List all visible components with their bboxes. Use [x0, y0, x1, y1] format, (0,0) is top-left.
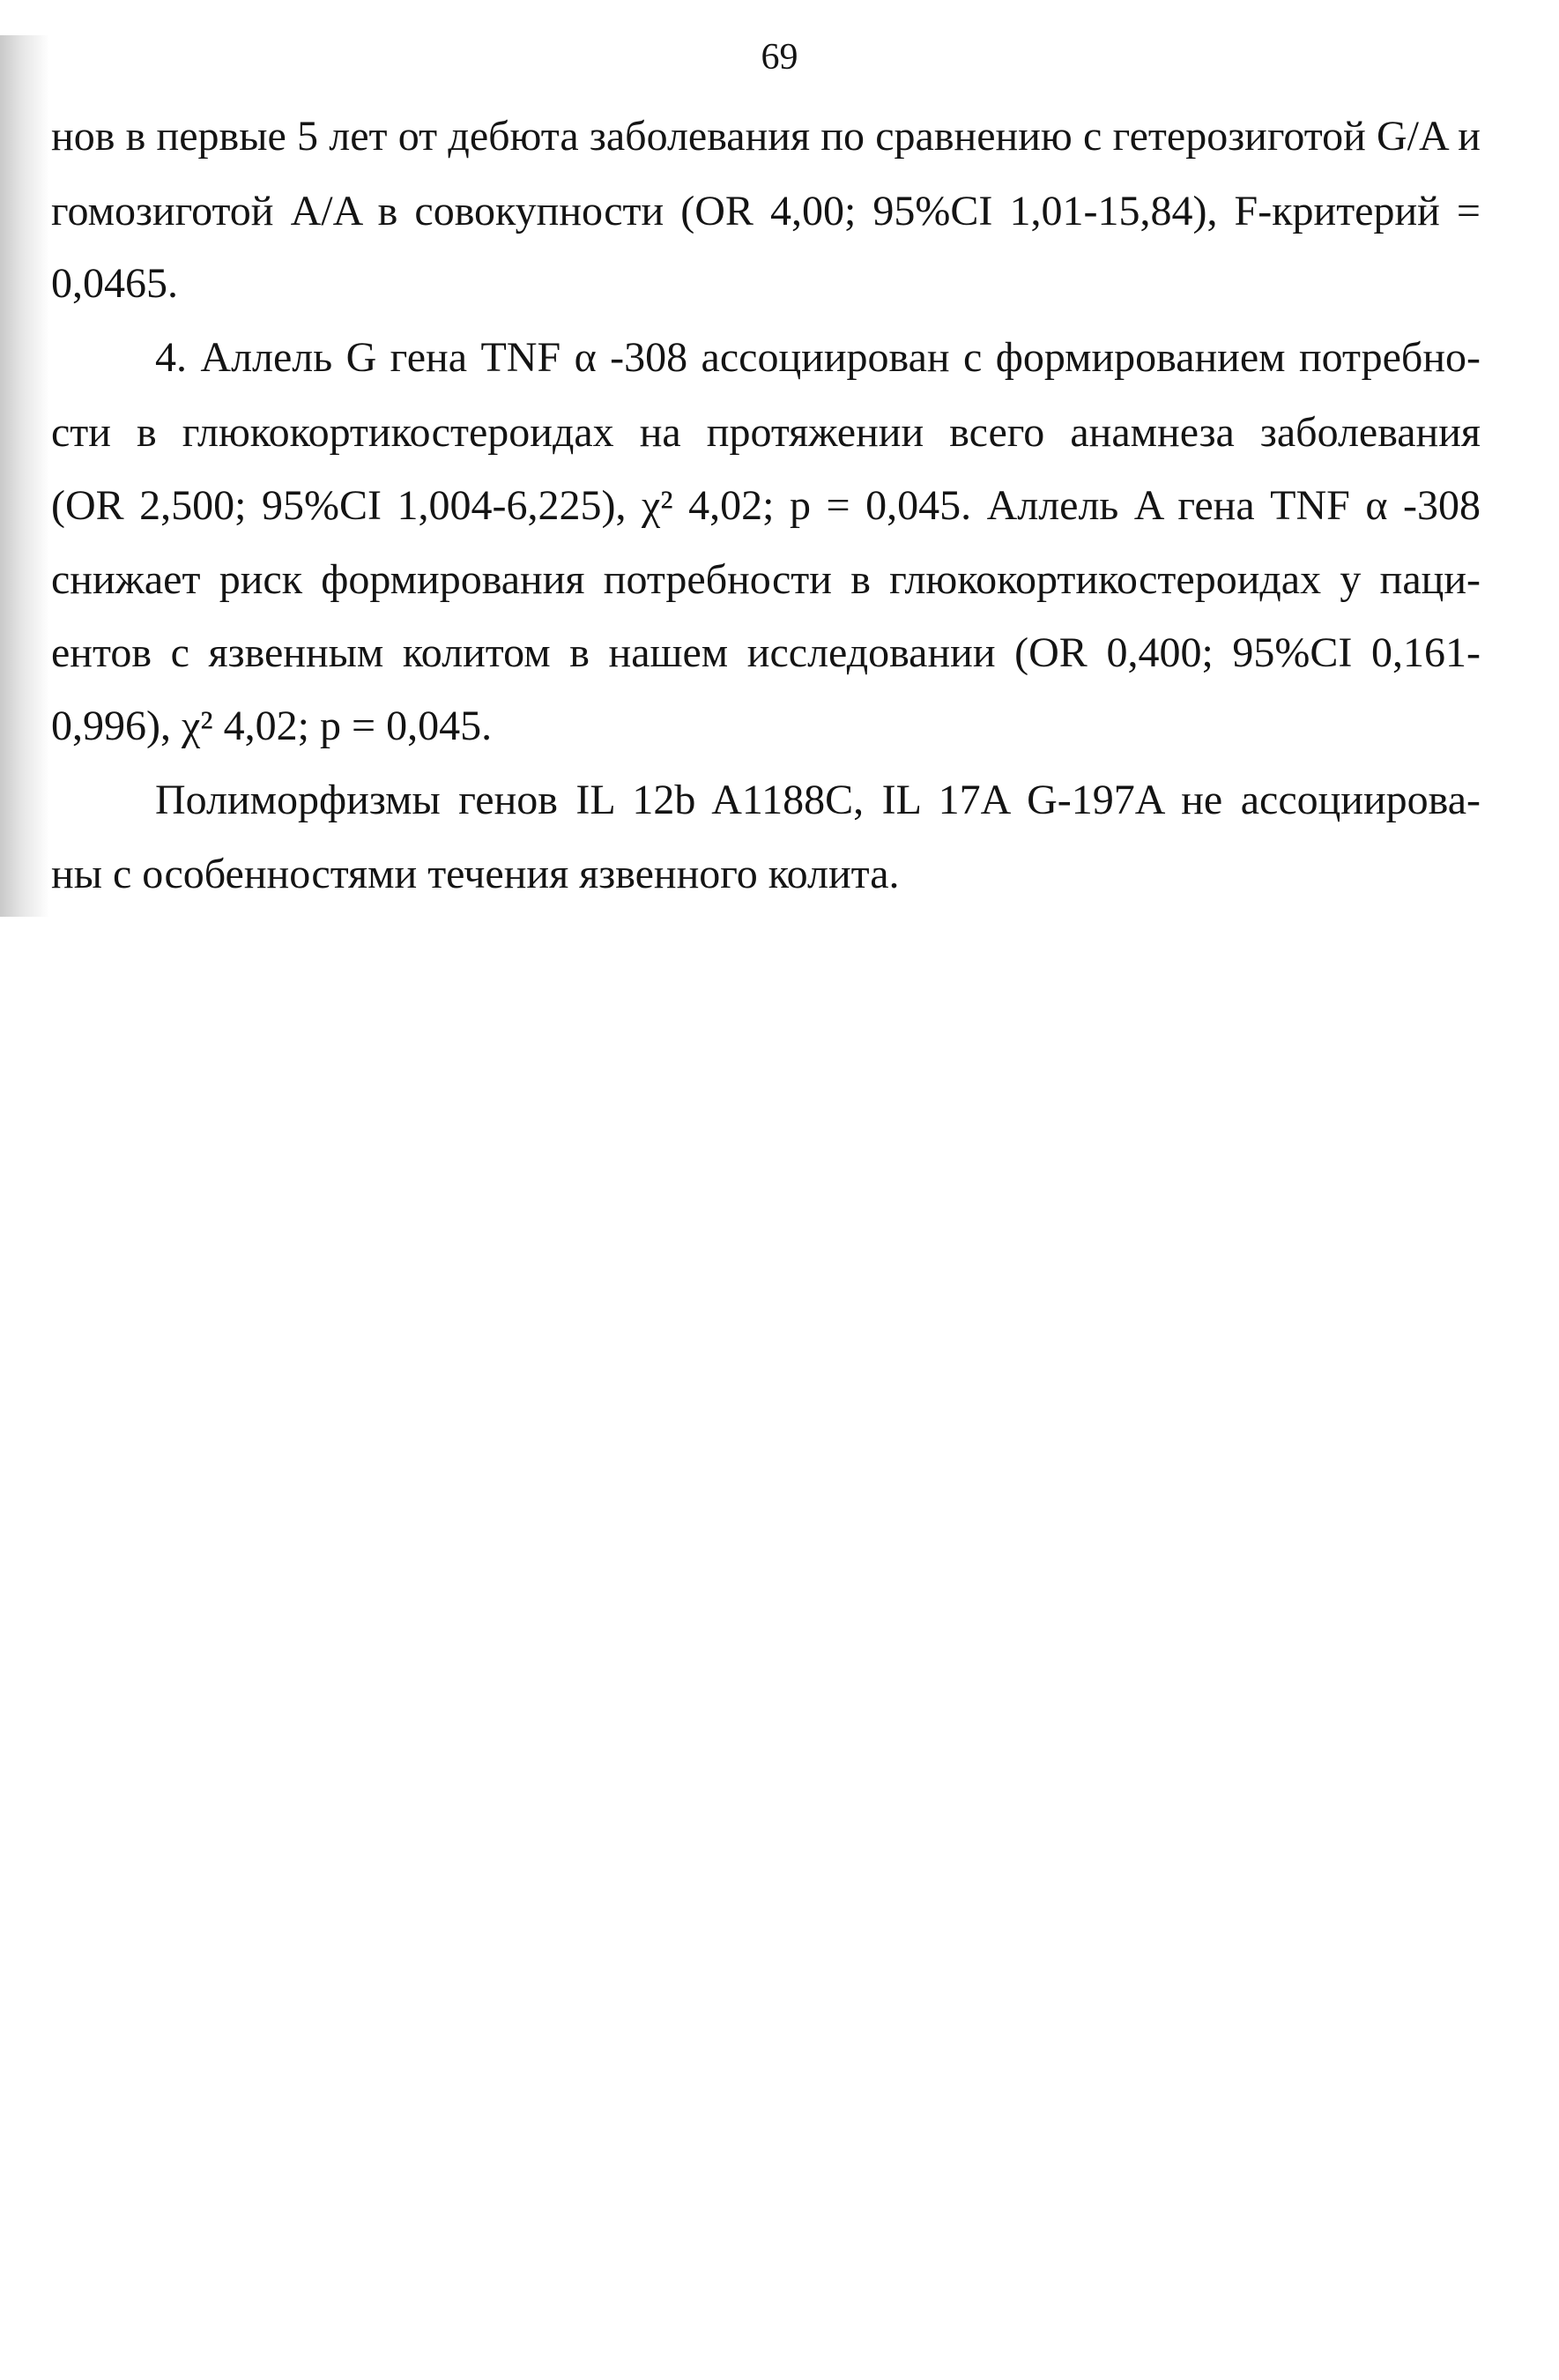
text-line: снижает риск формирования потребности в глюкокортикостероидах у паци- [51, 556, 1481, 603]
text-line: ны с особенностями течения язвенного колита. [51, 851, 900, 897]
text-line: ентов с язвенным колитом в нашем исследовании (OR 0,400; 95%CI 0,161- [51, 629, 1481, 676]
text-line: Полиморфизмы генов IL 12b A1188C, IL 17A G-197A не ассоциирова- [155, 777, 1481, 823]
text-line: 0,996), χ² 4,02; p = 0,045. [51, 703, 493, 749]
text-line: нов в первые 5 лет от дебюта заболевания по сравнению с гетерозиготой G/A и [51, 113, 1481, 160]
text-line: сти в глюкокортикостероидах на протяжении всего анамнеза заболевания [51, 409, 1481, 456]
text-line: 0,0465. [51, 260, 178, 307]
text-line: (OR 2,500; 95%CI 1,004-6,225), χ² 4,02; p = 0,045. Аллель A гена TNF α -308 [51, 482, 1481, 529]
scan-shadow [0, 35, 49, 917]
text-line: 4. Аллель G гена TNF α -308 ассоциирован с формированием потребно- [155, 334, 1481, 381]
text-line: гомозиготой A/A в совокупности (OR 4,00; 95%CI 1,01-15,84), F-критерий = [51, 188, 1481, 234]
page-number: 69 [761, 37, 798, 78]
